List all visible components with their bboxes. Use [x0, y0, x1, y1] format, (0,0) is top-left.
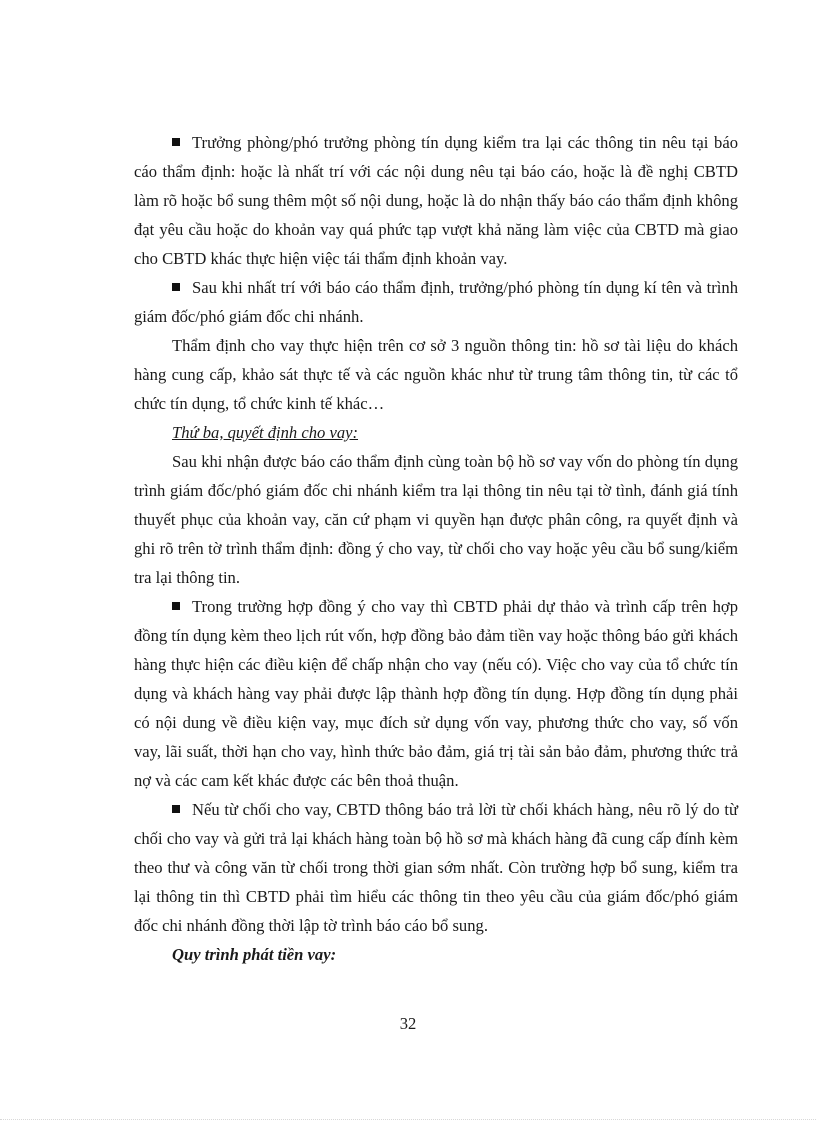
paragraph-text: Trưởng phòng/phó trưởng phòng tín dụng kiểm tra lại các thông tin nêu tại báo cáo thẩm định: hoặc là nhất trí với các nội dung nêu tại báo cáo, hoặc là đề nghị CBTD làm rõ hoặc bổ sung thêm một số nội dung, hoặc là do nhận thấy báo cáo thẩm định không đạt yêu cầu hoặc do khoản vay quá phức tạp vượt khả năng làm việc của CBTD mà giao cho CBTD khác thực hiện việc tái thẩm định khoản vay. [134, 133, 738, 268]
paragraph-text: Trong trường hợp đồng ý cho vay thì CBTD phải dự thảo và trình cấp trên hợp đồng tín dụng kèm theo lịch rút vốn, hợp đồng bảo đảm tiền vay hoặc thông báo gửi khách hàng thực hiện các điều kiện để chấp nhận cho vay (nếu có). Việc cho vay của tổ chức tín dụng và khách hàng vay phải được lập thành hợp đồng tín dụng. Hợp đồng tín dụng phải có nội dung về điều kiện vay, mục đích sử dụng vốn vay, phương thức cho vay, số vốn vay, lãi suất, thời hạn cho vay, hình thức bảo đảm, giá trị tài sản bảo đảm, phương thức trả nợ và các cam kết khác được các bên thoả thuận. [134, 597, 738, 790]
page-bottom-divider [0, 1119, 816, 1120]
square-bullet-icon [172, 805, 180, 813]
bullet-paragraph-agree [134, 592, 738, 795]
document-body [134, 128, 738, 969]
heading-text: Quy trình phát tiền vay: [172, 945, 337, 964]
paragraph-decision-process [134, 447, 738, 592]
paragraph-text: Nếu từ chối cho vay, CBTD thông báo trả lời từ chối khách hàng, nêu rõ lý do từ chối cho vay và gửi trả lại khách hàng toàn bộ hồ sơ mà khách hàng đã cung cấp đính kèm theo thư và công văn từ chối trong thời gian sớm nhất. Còn trường hợp bổ sung, kiểm tra lại thông tin thì CBTD phải tìm hiểu các thông tin theo yêu cầu của giám đốc/phó giám đốc chi nhánh đồng thời lập tờ trình báo cáo bổ sung. [134, 800, 738, 935]
square-bullet-icon [172, 283, 180, 291]
paragraph-text: Thẩm định cho vay thực hiện trên cơ sở 3 nguồn thông tin: hồ sơ tài liệu do khách hàng cung cấp, khảo sát thực tế và các nguồn khác như từ trung tâm thông tin, từ các tổ chức tín dụng, tổ chức kinh tế khác… [134, 336, 738, 413]
square-bullet-icon [172, 602, 180, 610]
bullet-paragraph-approval [134, 273, 738, 331]
paragraph-information-sources [134, 331, 738, 418]
section-heading-disbursement [134, 940, 738, 969]
paragraph-text: Sau khi nhận được báo cáo thẩm định cùng toàn bộ hồ sơ vay vốn do phòng tín dụng trình giám đốc/phó giám đốc chi nhánh kiểm tra lại thông tin nêu tại tờ tình, đánh giá tính thuyết phục của khoản vay, căn cứ phạm vi quyền hạn được phân công, ra quyết định và ghi rõ trên tờ trình thẩm định: đồng ý cho vay, từ chối cho vay hoặc yêu cầu bổ sung/kiểm tra lại thông tin. [134, 452, 738, 587]
page-number: 32 [399, 1014, 417, 1033]
heading-text: Thứ ba, quyết định cho vay: [172, 423, 359, 442]
bullet-paragraph-review [134, 128, 738, 273]
bullet-paragraph-refuse [134, 795, 738, 940]
square-bullet-icon [172, 138, 180, 146]
section-heading-decision [134, 418, 738, 447]
paragraph-text: Sau khi nhất trí với báo cáo thẩm định, trưởng/phó phòng tín dụng kí tên và trình giám đốc/phó giám đốc chi nhánh. [134, 278, 738, 326]
